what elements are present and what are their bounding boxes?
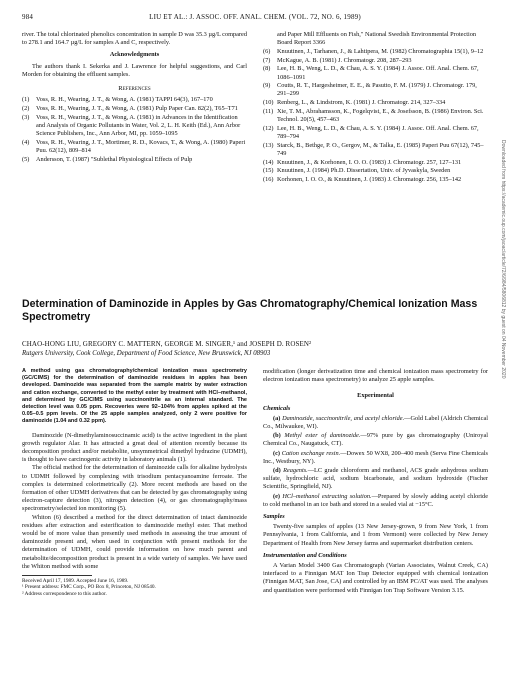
reference-item: (11) Xie, T. M., Abrahamsson, K., Fogelqvist, E., & Josefsson, B. (1986) Environ. Sci. Technol. 20(5), 457–463 — [263, 107, 484, 124]
running-head — [22, 13, 488, 25]
reference-item: (3) Voss, R. H., Wearing, J. T., & Wong, A. (1981) in Advances in the Identification and Analysis of Organic Pollutants in Water, Vol. 2, L. H. Keith (Ed.), Ann Arbor Science Publishers, Inc., Ann Arbor, MI, pp. 1059–1095 — [22, 113, 241, 138]
samples-heading: Samples — [263, 513, 285, 521]
chemical-item: (d) Reagents.—LC grade chloroform and methanol, ACS grade anhydrous sodium sulfate, hydrochloric acid, sodium bicarbonate, and sodium hydroxide (Fischer Scientific, Springfield, NJ). — [263, 467, 488, 491]
intro-paragraph: Whiton (6) described a method for the direct determination of intact daminozide residues after extraction and esterification to daminozide methyl ester. That method would be of more value than presently used methods in assessing the true amount of daminozide present and, when used in conjunction with present methods for the determination of UDMH, could provide information on how much parent and metabolite/decomposition product is present in a wide variety of samples. We have used the Whiton method with some — [22, 513, 247, 570]
page-number: 984 — [22, 13, 34, 21]
chemical-item: (e) HCl–methanol extracting solution.—Prepared by slowly adding acetyl chloride to cold methanol in an ice bath and stored in a sealed vial at −15°C. — [263, 492, 489, 508]
article-right-column — [263, 368, 488, 595]
reference-item: (13) Starck, B., Bethge, P. O., Gergov, M., & Talka, E. (1985) Paperi Puu 67(12), 745–749 — [263, 141, 484, 157]
article-abstract: A method using gas chromatography/chemical ionization mass spectrometry (GC/CIMS) for the determination of daminozide residues in apples has been developed. Daminozide was separated from the sample matrix by water extraction and cation exchange, converted to the methyl ester by treatment with HCl–methanol, and determined by GC/CIMS using succinonitrile as an internal standard. The detection level was 0.05 ppm. Recoveries were 92–104% from apples spiked at the 0.05–0.5 ppm levels. Of the 25 apple samples analyzed, only 2 were positive for daminozide (1.04 and 0.32 ppm). — [22, 368, 247, 425]
reference-item: (8) Lee, H. B., Weng, L. D., & Chau, A. S. Y. (1984) J. Assoc. Off. Anal. Chem. 67, 1086–1091 — [263, 65, 479, 81]
journal-citation: LIU ET AL.: J. ASSOC. OFF. ANAL. CHEM. (VOL. 72, NO. 6, 1989) — [149, 13, 361, 21]
reference-item: (14) Knuutinen, J., & Korhonen, I. O. O. (1983) J. Chromatogr. 257, 127–131 — [263, 158, 462, 166]
article-affiliation: Rutgers University, Cook College, Department of Food Science, New Brunswick, NJ 08903 — [22, 350, 271, 357]
reference-item: (7) McKague, A. B. (1981) J. Chromatogr. 208, 287–293 — [263, 56, 412, 64]
intro-paragraph: Daminozide (N-dimethylaminosuccinamic acid) is the active ingredient in the plant growth regulator Alar. It has attracted a great deal of attention recently because its decomposition product and/or metabolite, unsymmetrical dimethyl hydrazine (UDMH), is thought to have carcinogenic activity in laboratory animals (1). — [22, 431, 247, 464]
reference-item: (15) Knuutinen, J. (1984) Ph.D. Dissertation, Univ. of Jyvaskyla, Sweden — [263, 167, 451, 175]
chemicals-heading: Chemicals — [263, 404, 291, 412]
reference-item: (4) Voss, R. H., Wearing, J. T., Mortimer, R. D., Kovacs, T., & Wong, A. (1980) Paperi Puu. 62(12), 809–814 — [22, 138, 246, 154]
chemical-item: (a) Daminozide, succinonitrile, and acetyl chloride.—Gold Label (Aldrich Chemical Co., Milwaukee, WI). — [263, 414, 488, 431]
instrumentation-paragraph: A Varian Model 3400 Gas Chromatograph (Varian Associates, Walnut Creek, CA) interfaced to a Finnigan MAT Ion Trap Detector equipped with chemical ionization (Finnigan MAT, San Jose, CA) and controlled by an IBM PC/AT was used. The analyses and quantitation were performed with Finnigan Ion Trap Software Version 3.15. — [263, 562, 488, 594]
references-heading: References — [118, 85, 151, 93]
experimental-heading: Experimental — [357, 392, 394, 400]
download-watermark: Downloaded from https://academic.oup.com/jaoac/article/72/6/984/5806812 by guest on 04 November 2020 — [500, 140, 506, 379]
footnote: ¹ Present address: FMC Corp., PO Box 8, Princeton, NJ 08540. — [22, 584, 156, 591]
article-left-column — [22, 368, 247, 597]
reference-item: (10) Renberg, L., & Lindstrom, K. (1981) J. Chromatogr. 214, 327–334 — [263, 99, 446, 107]
instrumentation-heading: Instrumentation and Conditions — [263, 551, 347, 559]
reference-item: (5) Andersson, T. (1987) "Sublethal Physiological Effects of Pulp — [22, 155, 193, 163]
reference-item: (12) Lee, H. B., Weng, L. D., & Chau, A. S. Y. (1984) J. Assoc. Off. Anal. Chem. 67, 789–794 — [263, 124, 479, 140]
prev-article-text: river. The total chlorinated phenolics concentration in sample D was 35.3 µg/L compared to 278.1 and 164.7 µg/L for samples A and C, respectively. — [22, 31, 247, 47]
prev-article-left-column — [22, 31, 247, 164]
samples-paragraph: Twenty-five samples of apples (13 New Jersey-grown, 9 from New York, 1 from Pennsylvania, 1 from California, and 1 from Vermont) were collected by New Jersey Department of Health from New Jersey farms and supermarket distribution centers. — [263, 523, 488, 547]
reference-item: (16) Korhonen, I. O. O., & Knuutinen, J. (1983) J. Chromatogr. 256, 135–142 — [263, 175, 462, 183]
footnote: ² Address correspondence to this author. — [22, 590, 107, 597]
footnote-divider — [22, 575, 92, 576]
methods-paragraph: modification (longer derivatization time and chemical ionization mass spectrometry for electron ionization mass spectrometry) to analyze 25 apple samples. — [263, 368, 488, 384]
article-authors: CHAO-HONG LIU, GREGORY C. MATTERN, GEORGE M. SINGER,¹ and JOSEPH D. ROSEN² — [22, 340, 312, 348]
reference-item: (9) Coutts, R. T., Hargesheimer, E. E., & Pasutto, F. M. (1979) J. Chromatogr. 179, 291–299 — [263, 82, 477, 98]
reference-item: (1) Voss, R. H., Wearing, J. T., & Wong, A. (1981) TAPPI 64(3), 167–170 — [22, 96, 213, 104]
chemical-item: (c) Cation exchange resin.—Dowex 50 WX8, 200–400 mesh (Serva Fine Chemicals Inc., Westbury, NY). — [263, 449, 488, 465]
chemical-item: (b) Methyl ester of daminozide.—97% pure by gas chromatography (Uniroyal Chemical Co., Naugatuck, CT). — [263, 432, 488, 448]
reference-item: (2) Voss, R. H., Wearing, J. T., & Wong, A. (1981) Pulp Paper Can. 82(2), T65–T71 — [22, 104, 238, 112]
footnote: Received April 17, 1989. Accepted June 16, 1989. — [22, 578, 129, 585]
reference-item: (6) Knuutinen, J., Tarhanen, J., & Lahtipera, M. (1982) Chromatographia 15(1), 9–12 — [263, 47, 484, 55]
acknowledgments-text: The authors thank I. Sekerka and J. Lawrence for helpful suggestions, and Carl Morden for obtaining the effluent samples. — [22, 62, 247, 78]
intro-paragraph: The official method for the determination of daminozide calls for alkaline hydrolysis to UDMH followed by complexing with trisodium pentacyanoamine ferroate. The complex is determined colorimetrically (2). More recent methods are based on the formation of other UDMH derivatives that can be detected by gas chromatography using electron-capture detection (3), nitrogen detection (4), or gas chromatography/mass spectrometry/selected ion monitoring (5). — [22, 464, 247, 513]
acknowledgments-heading: Acknowledgments — [109, 51, 160, 59]
prev-article-right-column — [263, 31, 488, 185]
reference-continuation: and Paper Mill Effluents on Fish," National Swedish Environmental Protection Board Report 3366 — [277, 31, 477, 47]
article-title: Determination of Daminozide in Apples by Gas Chromatography/Chemical Ionization Mass Spectrometry — [22, 298, 478, 323]
